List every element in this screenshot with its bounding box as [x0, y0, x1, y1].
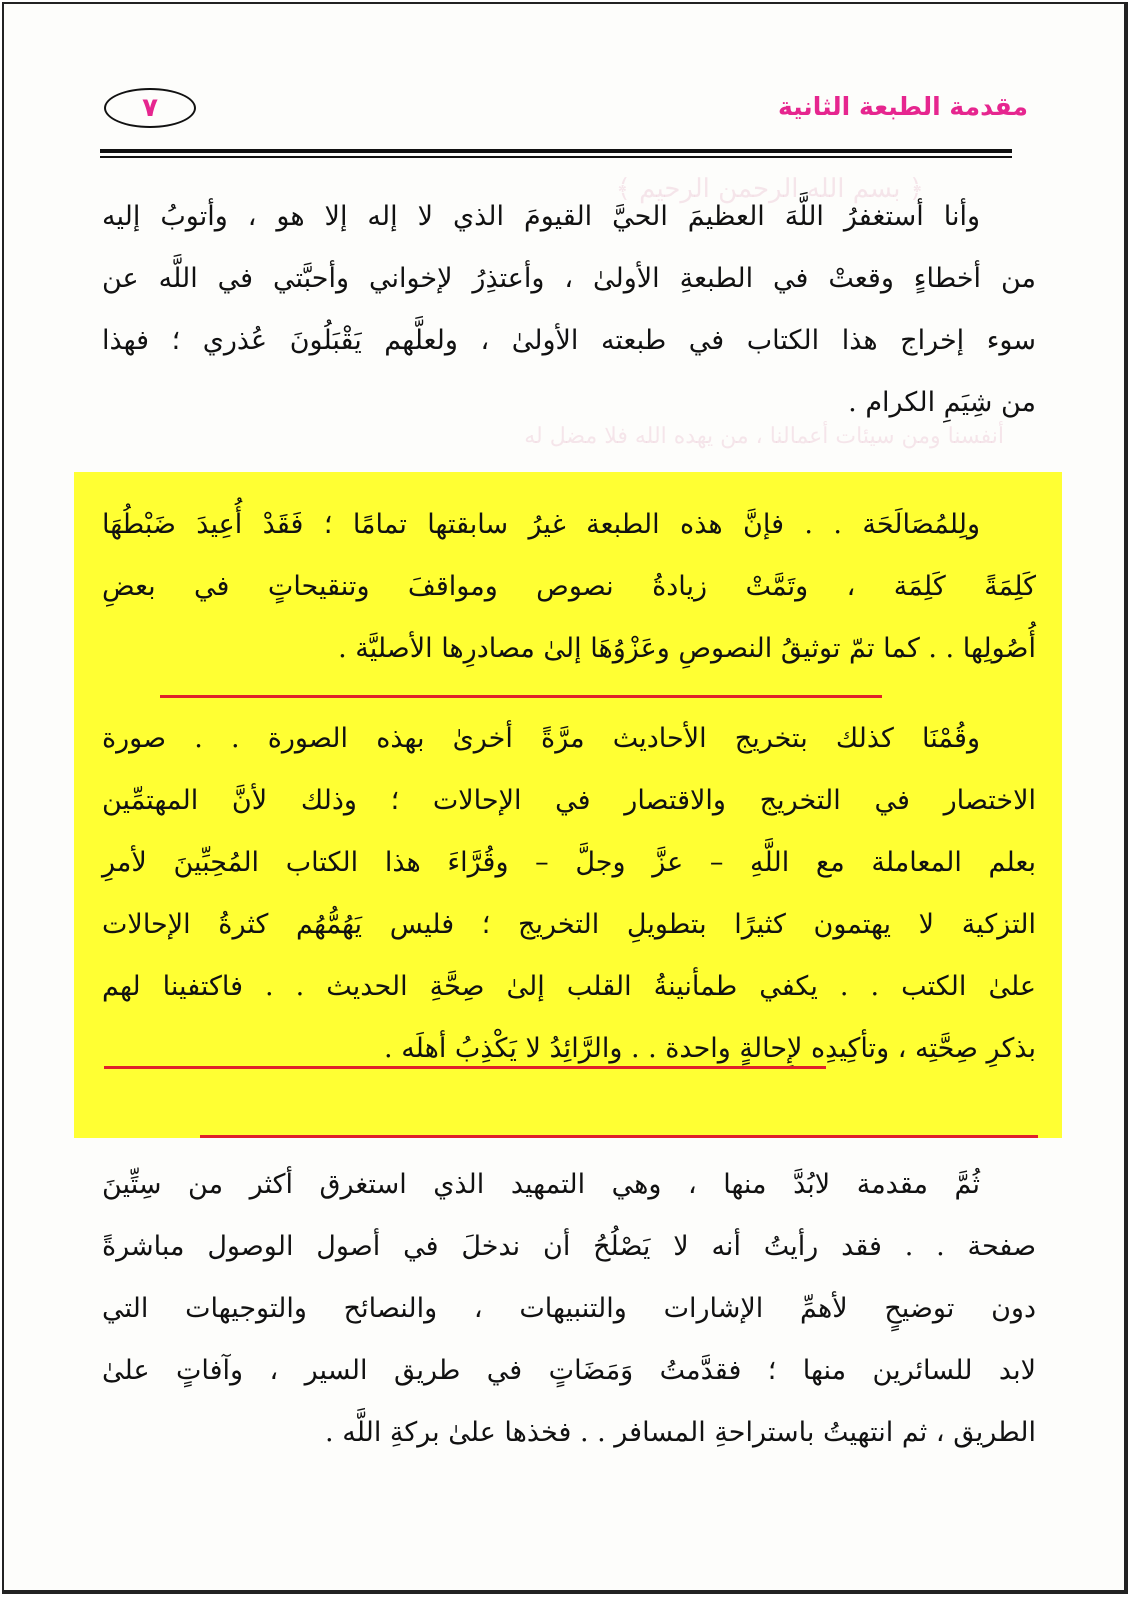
text-line: من أخطاءٍ وقعتْ في الطبعةِ الأولىٰ ، وأعتذِرُ لإخواني وأحبَّتي في اللَّه عن [102, 263, 1036, 294]
red-underline [160, 695, 882, 698]
text-line: لابد للسائرين منها ؛ فقدَّمتُ وَمَضَاتٍ في طريق السير ، وآفاتٍ علىٰ [102, 1355, 1036, 1386]
bleed-through-decoration: ﴿ بسم الله الرحمن الرحيم ﴾ [615, 174, 924, 204]
text-line: الاختصار في التخريج والاقتصار في الإحالات ؛ وذلك لأنَّ المهتمِّين [102, 785, 1036, 816]
bleed-through-decoration: أنفسنا ومن سيئات أعمالنا ، من يهده الله فلا مضل له [524, 424, 1004, 449]
text-line: صفحة . . فقد رأيتُ أنه لا يَصْلُحُ أن ندخلَ في أصول الوصول مباشرةً [102, 1231, 1036, 1262]
text-line: بعلم المعاملة مع اللَّهِ – عزَّ وجلَّ – وقُرَّاءَ هذا الكتاب المُحِبِّينَ لأمرِ [102, 847, 1036, 878]
text-line: ولِلمُصَالَحَة . . فإنَّ هذه الطبعة غيرُ سابقتها تمامًا ؛ فَقَدْ أُعِيدَ ضَبْطُهَا [102, 509, 980, 540]
paragraph-4 [102, 1154, 1036, 1464]
text-line: بذكرِ صِحَّتِه ، وتأكِيدِه لإِحالةٍ واحدة . . والرَّائِدُ لا يَكْذِبُ أهلَه . [384, 1033, 1036, 1064]
paragraph-2 [102, 494, 1036, 680]
text-line: وقُمْنَا كذلك بتخريج الأحاديث مرَّةً أخرىٰ بهذه الصورة . . صورة [102, 723, 980, 754]
text-line: علىٰ الكتب . . يكفي طمأنينةُ القلب إلىٰ صِحَّةِ الحديث . . فاكتفينا لهم [102, 971, 1036, 1002]
red-underline [200, 1135, 1038, 1138]
book-page [2, 2, 1128, 1594]
header-rule-thin [100, 156, 1012, 158]
text-line: التزكية لا يهتمون كثيرًا بتطويلِ التخريج ؛ فليس يَهُمُّهُم كثرةُ الإحالات [102, 909, 1036, 940]
text-line: سوء إخراج هذا الكتاب في طبعته الأولىٰ ، ولعلَّهم يَقْبَلُونَ عُذري ؛ فهذا [102, 325, 1036, 356]
running-head: مقدمة الطبعة الثانية [777, 92, 1028, 121]
text-line: الطريق ، ثم انتهيتُ باستراحةِ المسافر . . فخذها علىٰ بركةِ اللَّه . [325, 1417, 1036, 1448]
header-rule-thick [100, 149, 1012, 153]
text-line: دون توضيحٍ لأهمِّ الإشارات والتنبيهات ، والنصائح والتوجيهات التي [102, 1293, 1036, 1324]
text-line: أُصُولِها . . كما تمّ توثيقُ النصوصِ وعَزْوُهَا إلىٰ مصادرِها الأصليَّة . [338, 633, 1036, 664]
page-number: ٧ [142, 93, 158, 123]
text-line: ثُمَّ مقدمة لابُدَّ منها ، وهي التمهيد الذي استغرق أكثر من سِتِّينَ [102, 1169, 980, 1200]
page-number-oval [104, 88, 196, 128]
text-line: وأنا أستغفرُ اللَّهَ العظيمَ الحيَّ القيومَ الذي لا إله إلا هو ، وأتوبُ إليه [102, 201, 980, 232]
page-header [100, 88, 1028, 138]
paragraph-1 [102, 186, 1036, 434]
paragraph-3 [102, 708, 1036, 1080]
red-underline [104, 1066, 826, 1069]
text-line: كَلِمَةً كَلِمَة ، وتَمَّتْ زيادةُ نصوص ومواقفَ وتنقيحاتٍ في بعضِ [102, 571, 1036, 602]
text-line: من شِيَمِ الكرام . [848, 387, 1036, 418]
